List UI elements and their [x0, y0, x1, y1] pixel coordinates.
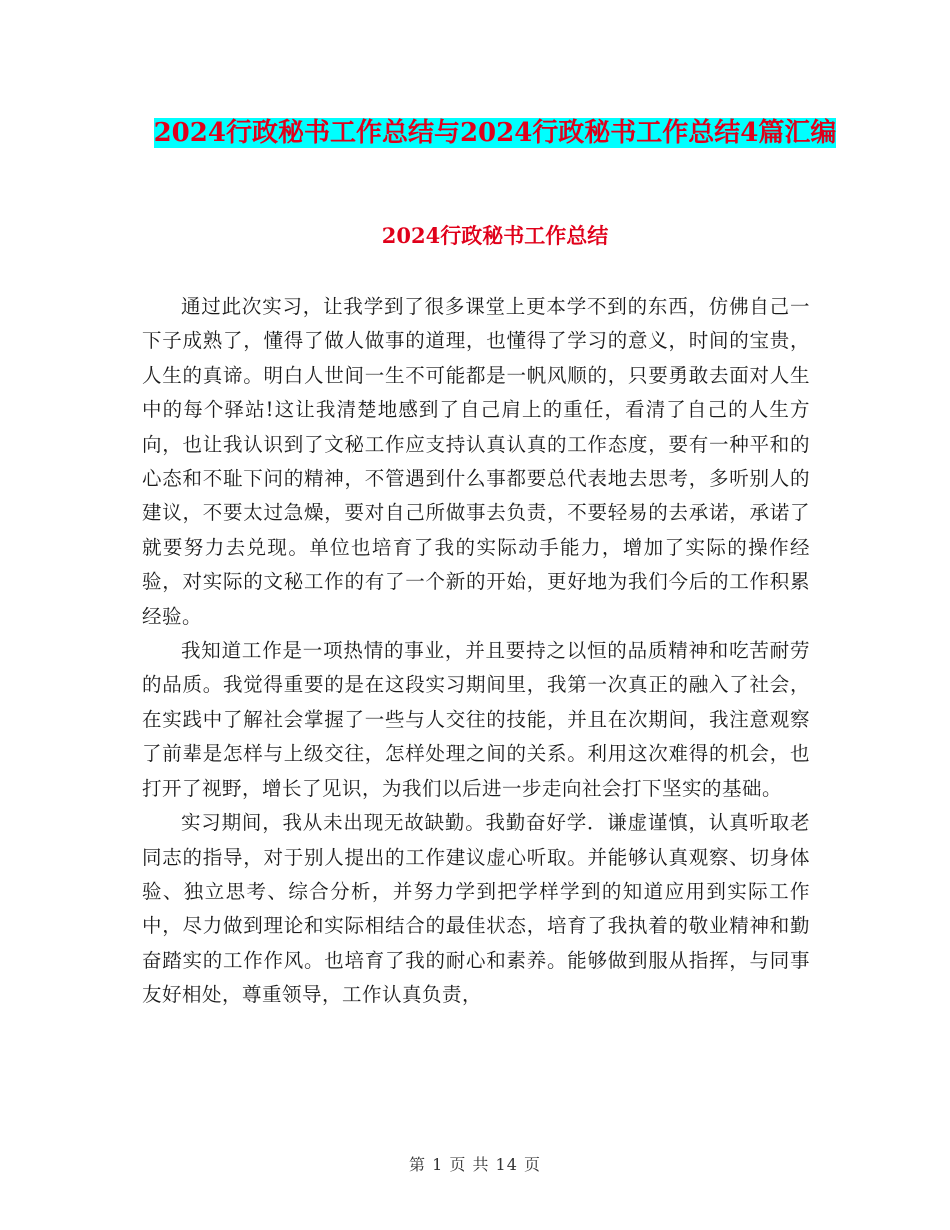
paragraph: 通过此次实习，让我学到了很多课堂上更本学不到的东西，仿佛自己一下子成熟了，懂得了做人做事的道理，也懂得了学习的意义，时间的宝贵，人生的真谛。明白人世间一生不可能都是一帆风顺的，只要勇敢去面对人生中的每个驿站!这让我清楚地感到了自己肩上的重任，看清了自己的人生方向，也让我认识到了文秘工作应支持认真认真的工作态度，要有一种平和的心态和不耻下问的精神，不管遇到什么事都要总代表地去思考，多听别人的建议，不要太过急燥，要对自己所做事去负责，不要轻易的去承诺，承诺了就要努力去兑现。单位也培育了我的实际动手能力，增加了实际的操作经验，对实际的文秘工作的有了一个新的开始，更好地为我们今后的工作积累经验。 — [142, 295, 810, 628]
document-title-text: 2024行政秘书工作总结与2024行政秘书工作总结4篇汇编 — [153, 118, 837, 148]
page-footer: 第 1 页 共 14 页 — [409, 1155, 541, 1174]
paragraph: 实习期间，我从未出现无故缺勤。我勤奋好学．谦虚谨慎，认真听取老同志的指导，对于别人提出的工作建议虚心听取。并能够认真观察、切身体验、独立思考、综合分析，并努力学到把学样学到的知道应用到实际工作中，尽力做到理论和实际相结合的最佳状态，培育了我执着的敬业精神和勤奋踏实的工作作风。也培育了我的耐心和素养。能够做到服从指挥，与同事友好相处，尊重领导，工作认真负责， — [142, 811, 810, 1007]
document-title — [140, 112, 850, 154]
paragraph: 我知道工作是一项热情的事业，并且要持之以恒的品质精神和吃苦耐劳的品质。我觉得重要的是在这段实习期间里，我第一次真正的融入了社会，在实践中了解社会掌握了一些与人交往的技能，并且在次期间，我注意观察了前辈是怎样与上级交往，怎样处理之间的关系。利用这次难得的机会，也打开了视野，增长了见识，为我们以后进一步走向社会打下坚实的基础。 — [142, 639, 810, 800]
section-title: 2024行政秘书工作总结 — [381, 223, 609, 248]
document-body — [142, 290, 810, 1013]
